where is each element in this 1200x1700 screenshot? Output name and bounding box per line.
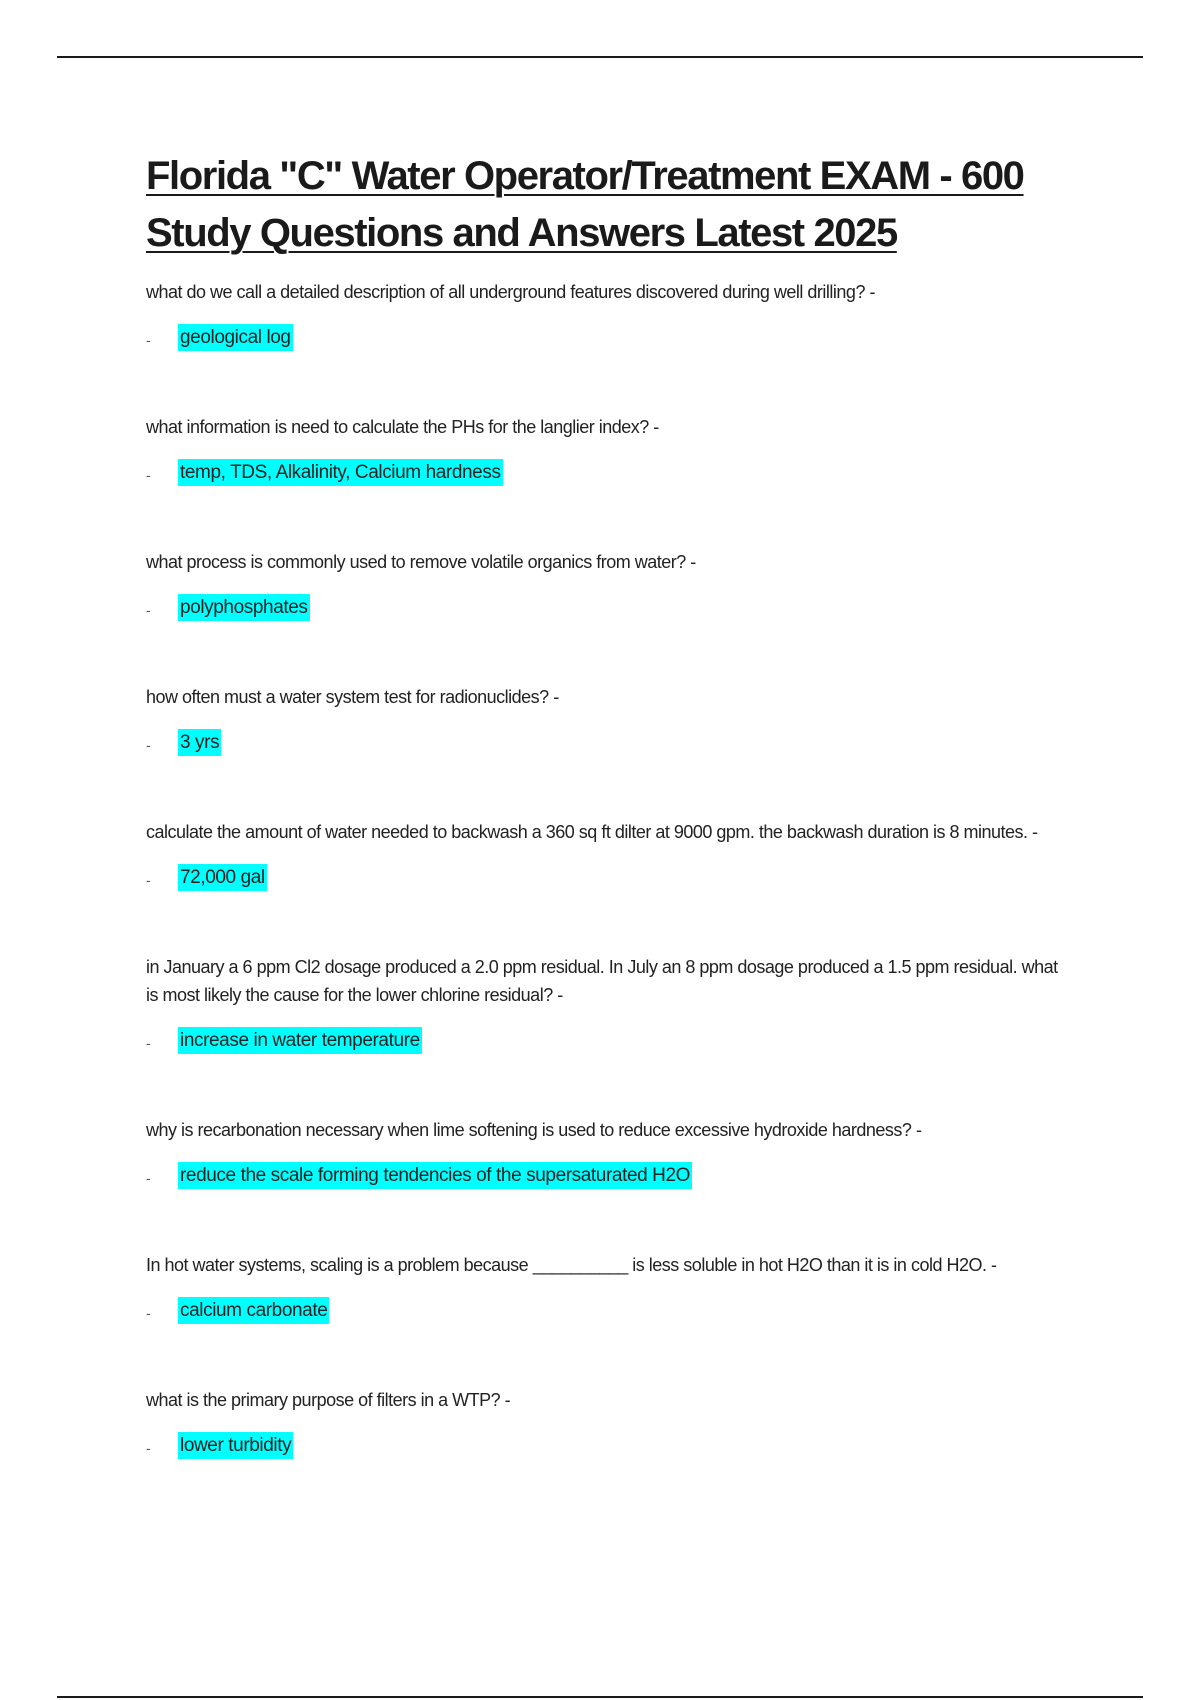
question-text: how often must a water system test for radionuclides? -: [146, 687, 559, 707]
answer-row: [146, 593, 1066, 621]
qa-item: [146, 818, 1066, 891]
footer-rule: [57, 1696, 1143, 1698]
bullet-mark: -: [146, 602, 151, 618]
question-text: why is recarbonation necessary when lime softening is used to reduce excessive hydroxide hardness? -: [146, 1120, 922, 1140]
qa-item: [146, 548, 1066, 621]
answer-highlight: temp, TDS, Alkalinity, Calcium hardness: [178, 459, 503, 486]
bullet-mark: -: [146, 332, 151, 348]
answer-row: [146, 1026, 1066, 1054]
question-text: calculate the amount of water needed to backwash a 360 sq ft dilter at 9000 gpm. the backwash duration is 8 minutes. -: [146, 822, 1038, 842]
bullet-mark: -: [146, 1035, 151, 1051]
question-text: what information is need to calculate the PHs for the langlier index? -: [146, 417, 659, 437]
question-text: what process is commonly used to remove volatile organics from water? -: [146, 552, 696, 572]
header-rule: [57, 56, 1143, 58]
qa-item: [146, 1251, 1066, 1324]
answer-highlight: polyphosphates: [178, 594, 310, 621]
answer-row: [146, 323, 1066, 351]
answer-highlight: geological log: [178, 324, 293, 351]
answer-row: [146, 1431, 1066, 1459]
bullet-mark: -: [146, 467, 151, 483]
bullet-mark: -: [146, 872, 151, 888]
bullet-mark: -: [146, 1170, 151, 1186]
document-title: Florida "C" Water Operator/Treatment EXAM - 600 Study Questions and Answers Latest 2025: [146, 154, 1024, 255]
question-text: In hot water systems, scaling is a problem because __________ is less soluble in hot H2O than it is in cold H2O. -: [146, 1255, 997, 1275]
document-page: [146, 148, 1066, 1521]
qa-item: [146, 1116, 1066, 1189]
qa-item: [146, 1386, 1066, 1459]
qa-item: [146, 413, 1066, 486]
question-text: what do we call a detailed description of all underground features discovered during well drilling? -: [146, 282, 875, 302]
question-text: what is the primary purpose of filters in a WTP? -: [146, 1390, 511, 1410]
answer-row: [146, 1296, 1066, 1324]
question-text: in January a 6 ppm Cl2 dosage produced a 2.0 ppm residual. In July an 8 ppm dosage produced a 1.5 ppm residual. what is most likely the cause for the lower chlorine residual? -: [146, 957, 1058, 1005]
answer-row: [146, 1161, 1066, 1189]
answer-row: [146, 458, 1066, 486]
answer-highlight: increase in water temperature: [178, 1027, 422, 1054]
answer-highlight: 3 yrs: [178, 729, 221, 756]
qa-item: [146, 278, 1066, 351]
answer-highlight: 72,000 gal: [178, 864, 267, 891]
answer-row: [146, 863, 1066, 891]
qa-item: [146, 953, 1066, 1054]
answer-highlight: calcium carbonate: [178, 1297, 329, 1324]
bullet-mark: -: [146, 1440, 151, 1456]
answer-highlight: reduce the scale forming tendencies of the supersaturated H2O: [178, 1162, 692, 1189]
answer-highlight: lower turbidity: [178, 1432, 293, 1459]
bullet-mark: -: [146, 737, 151, 753]
answer-row: [146, 728, 1066, 756]
qa-item: [146, 683, 1066, 756]
bullet-mark: -: [146, 1305, 151, 1321]
